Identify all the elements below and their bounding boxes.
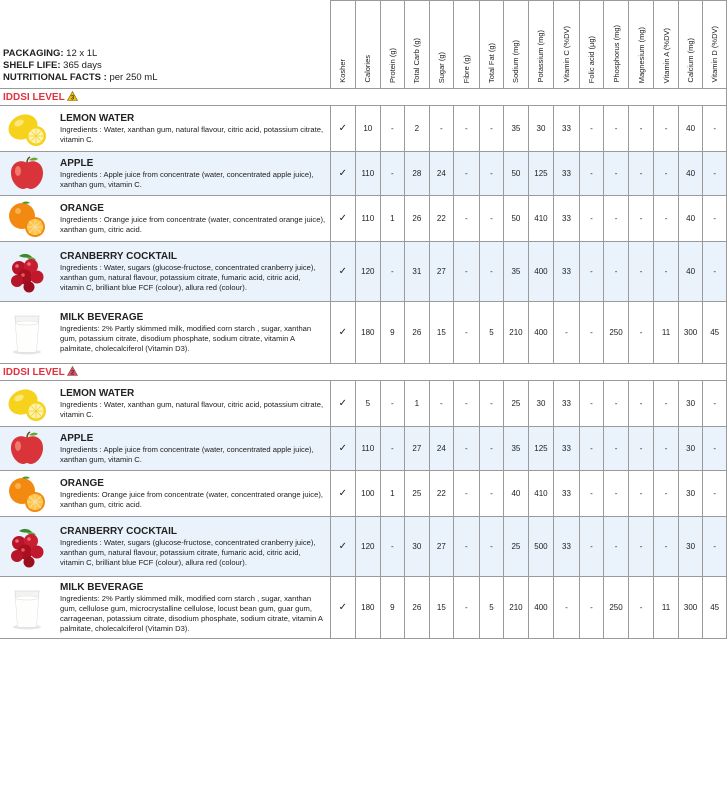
product-cell bbox=[0, 381, 330, 427]
product-cell bbox=[0, 106, 330, 152]
nutrient-value: - bbox=[654, 106, 679, 152]
nutrient-value: - bbox=[604, 196, 629, 242]
nutrient-value: 24 bbox=[429, 152, 454, 196]
column-header-label: Protein (g) bbox=[387, 47, 397, 83]
product-ingredients: Ingredients : Water, xanthan gum, natural flavour, citric acid, potassium citrate, vitamin C. bbox=[60, 124, 324, 144]
table-row bbox=[0, 152, 727, 196]
nutrient-value: 30 bbox=[678, 427, 703, 471]
nutrient-value: 27 bbox=[429, 242, 454, 302]
nutrient-value: - bbox=[554, 577, 580, 639]
product-name: LEMON WATER bbox=[60, 387, 135, 399]
nutrient-value: 30 bbox=[405, 517, 430, 577]
nutrient-value: 5 bbox=[479, 302, 504, 364]
table-row bbox=[0, 106, 727, 152]
column-header bbox=[429, 1, 454, 89]
column-header-label: Fibre (g) bbox=[461, 54, 471, 83]
column-header-label: Vitamin C (%DV) bbox=[561, 26, 571, 83]
nutrient-value: - bbox=[454, 381, 480, 427]
shelf-life-label: SHELF LIFE: bbox=[3, 60, 61, 71]
lemon-icon bbox=[0, 109, 54, 149]
nutrient-value: 5 bbox=[356, 381, 381, 427]
packaging-value: 12 x 1L bbox=[66, 48, 98, 59]
nutrient-value: 300 bbox=[678, 577, 703, 639]
kosher-check: ✓ bbox=[330, 302, 356, 364]
nutrient-value: - bbox=[380, 242, 405, 302]
nutrient-value: - bbox=[554, 302, 580, 364]
nutrient-value: - bbox=[654, 517, 679, 577]
nutrient-value: - bbox=[604, 242, 629, 302]
nutrient-value: 40 bbox=[678, 242, 703, 302]
nutrient-value: 9 bbox=[380, 302, 405, 364]
nutrient-value: 33 bbox=[554, 242, 580, 302]
nutrient-value: 30 bbox=[678, 517, 703, 577]
product-ingredients: Ingredients : Water, sugars (glucose-fructose, concentrated cranberry juice), xanthan gum, natural flavour, potassium citrate, fumaric acid, citric acid, vitamin C, brilliant blue FCF (colour), allura red (colour). bbox=[60, 537, 316, 567]
nutrient-value: 24 bbox=[429, 427, 454, 471]
nutrient-value: - bbox=[454, 471, 480, 517]
nutrient-value: - bbox=[628, 577, 654, 639]
nutrient-value: 33 bbox=[554, 427, 580, 471]
nutrient-value: 26 bbox=[405, 302, 430, 364]
nutrient-value: - bbox=[429, 106, 454, 152]
column-header bbox=[528, 1, 554, 89]
nutrient-value: 400 bbox=[528, 302, 554, 364]
product-name: LEMON WATER bbox=[60, 112, 135, 124]
nutrient-value: - bbox=[628, 517, 654, 577]
nutrient-value: 500 bbox=[528, 517, 554, 577]
nutrient-value: 50 bbox=[504, 196, 529, 242]
table-row bbox=[0, 302, 727, 364]
nutrient-value: - bbox=[479, 152, 504, 196]
nutrient-value: - bbox=[628, 106, 654, 152]
kosher-check: ✓ bbox=[330, 577, 356, 639]
product-cell bbox=[0, 302, 330, 364]
nutrient-value: - bbox=[628, 196, 654, 242]
product-name: APPLE bbox=[60, 157, 94, 169]
nutrient-value: 1 bbox=[380, 196, 405, 242]
nutrient-value: 33 bbox=[554, 471, 580, 517]
column-header bbox=[604, 1, 629, 89]
nutrient-value: 35 bbox=[504, 106, 529, 152]
product-cell bbox=[0, 242, 330, 302]
nutrient-value: - bbox=[604, 381, 629, 427]
nutrient-value: 210 bbox=[504, 577, 529, 639]
table-row bbox=[0, 427, 727, 471]
nutrient-value: 110 bbox=[356, 427, 381, 471]
nutrient-value: 125 bbox=[528, 152, 554, 196]
column-header bbox=[356, 1, 381, 89]
product-ingredients: Ingredients : Water, sugars (glucose-fructose, concentrated cranberry juice), xanthan gum, natural flavour, potassium citrate, fumaric acid, citric acid, vitamin C, brilliant blue FCF (colour), allura red (colour). bbox=[60, 262, 316, 292]
nutrient-value: - bbox=[703, 196, 727, 242]
iddsi-level-label bbox=[0, 364, 727, 381]
nutrient-value: 50 bbox=[504, 152, 529, 196]
nutrient-value: 30 bbox=[678, 471, 703, 517]
column-header bbox=[454, 1, 480, 89]
iddsi-level-row bbox=[0, 89, 727, 106]
product-name: CRANBERRY COCKTAIL bbox=[60, 250, 178, 262]
table-row bbox=[0, 577, 727, 639]
nutrient-value: - bbox=[604, 471, 629, 517]
nutrient-value: 5 bbox=[479, 577, 504, 639]
kosher-check: ✓ bbox=[330, 196, 356, 242]
nutrient-value: 26 bbox=[405, 577, 430, 639]
apple-icon bbox=[0, 429, 54, 469]
kosher-check: ✓ bbox=[330, 471, 356, 517]
kosher-check: ✓ bbox=[330, 517, 356, 577]
milk-glass-icon bbox=[0, 310, 54, 356]
shelf-life-value: 365 days bbox=[63, 60, 102, 71]
nutrient-value: 33 bbox=[554, 381, 580, 427]
nutrient-value: - bbox=[454, 196, 480, 242]
nutrient-value: - bbox=[429, 381, 454, 427]
nutrient-value: 410 bbox=[528, 196, 554, 242]
nutrient-value: 120 bbox=[356, 517, 381, 577]
orange-icon bbox=[0, 474, 54, 514]
column-header-label: Magnesium (mg) bbox=[636, 26, 646, 83]
nutrient-value: - bbox=[579, 302, 604, 364]
nutrient-value: - bbox=[579, 577, 604, 639]
nutrient-value: 40 bbox=[504, 471, 529, 517]
nutrient-value: 11 bbox=[654, 577, 679, 639]
nutrient-value: - bbox=[380, 427, 405, 471]
nutrient-value: - bbox=[604, 517, 629, 577]
nutrient-value: - bbox=[703, 427, 727, 471]
nutrient-value: 250 bbox=[604, 577, 629, 639]
nutrient-value: - bbox=[479, 471, 504, 517]
nutrient-value: - bbox=[479, 381, 504, 427]
column-header bbox=[703, 1, 727, 89]
nutrient-value: - bbox=[654, 381, 679, 427]
iddsi-level-row bbox=[0, 364, 727, 381]
nutrient-value: - bbox=[454, 517, 480, 577]
nutrient-value: - bbox=[579, 242, 604, 302]
nutrient-value: 15 bbox=[429, 577, 454, 639]
nutrient-value: 28 bbox=[405, 152, 430, 196]
nutrient-value: 30 bbox=[678, 381, 703, 427]
nutrient-value: - bbox=[604, 427, 629, 471]
product-cell bbox=[0, 577, 330, 639]
nutrient-value: 120 bbox=[356, 242, 381, 302]
nutrient-value: 400 bbox=[528, 577, 554, 639]
product-cell bbox=[0, 152, 330, 196]
nutrient-value: 410 bbox=[528, 471, 554, 517]
nutrient-value: - bbox=[628, 471, 654, 517]
nutrient-value: - bbox=[579, 196, 604, 242]
iddsi-level-label bbox=[0, 89, 727, 106]
iddsi-level-badge bbox=[65, 367, 78, 378]
kosher-check: ✓ bbox=[330, 152, 356, 196]
product-ingredients: Ingredients : Apple juice from concentrate (water, concentrated apple juice), xanthan gum, vitamin C. bbox=[60, 169, 314, 189]
nutrient-value: - bbox=[454, 427, 480, 471]
column-header-label: Kosher bbox=[338, 59, 348, 83]
product-cell bbox=[0, 427, 330, 471]
nutrient-value: - bbox=[703, 517, 727, 577]
header-row bbox=[0, 1, 727, 89]
orange-icon bbox=[0, 199, 54, 239]
nutrient-value: 26 bbox=[405, 196, 430, 242]
nutrient-value: 40 bbox=[678, 196, 703, 242]
column-header bbox=[654, 1, 679, 89]
nutrient-value: 22 bbox=[429, 196, 454, 242]
nutrient-value: 15 bbox=[429, 302, 454, 364]
nutrient-value: - bbox=[703, 471, 727, 517]
nutrient-value: 2 bbox=[405, 106, 430, 152]
nutrient-value: - bbox=[628, 242, 654, 302]
nutrient-value: - bbox=[454, 302, 480, 364]
cranberry-icon bbox=[0, 525, 54, 569]
nutrient-value: 125 bbox=[528, 427, 554, 471]
product-name: CRANBERRY COCKTAIL bbox=[60, 525, 178, 537]
column-header-label: Calories bbox=[363, 55, 373, 83]
nutrient-value: 27 bbox=[405, 427, 430, 471]
nutrient-value: - bbox=[479, 196, 504, 242]
product-name: ORANGE bbox=[60, 202, 104, 214]
nutrient-value: 180 bbox=[356, 577, 381, 639]
product-name: ORANGE bbox=[60, 477, 104, 489]
product-info bbox=[0, 1, 330, 89]
nutrient-value: - bbox=[628, 152, 654, 196]
nutrient-value: - bbox=[479, 242, 504, 302]
table-row bbox=[0, 381, 727, 427]
nutrient-value: 31 bbox=[405, 242, 430, 302]
nutrient-value: 35 bbox=[504, 427, 529, 471]
nutrient-value: - bbox=[380, 106, 405, 152]
nutrient-value: - bbox=[628, 302, 654, 364]
column-header-label: Vitamin D (%DV) bbox=[710, 26, 720, 83]
nutrient-value: - bbox=[380, 152, 405, 196]
nutrition-label: NUTRITIONAL FACTS : bbox=[3, 72, 107, 83]
nutrient-value: 25 bbox=[504, 381, 529, 427]
column-header-label: Total Carb (g) bbox=[412, 37, 422, 83]
product-ingredients: Ingredients: Orange juice from concentrate (water, concentrated orange juice), xanthan gum, citric acid. bbox=[60, 489, 323, 509]
nutrient-value: 22 bbox=[429, 471, 454, 517]
kosher-check: ✓ bbox=[330, 427, 356, 471]
nutrient-value: - bbox=[579, 152, 604, 196]
nutrient-value: - bbox=[380, 381, 405, 427]
nutrient-value: - bbox=[604, 106, 629, 152]
nutrient-value: 110 bbox=[356, 152, 381, 196]
nutrient-value: - bbox=[380, 517, 405, 577]
nutrient-value: 250 bbox=[604, 302, 629, 364]
nutrient-value: 33 bbox=[554, 196, 580, 242]
nutrient-value: - bbox=[479, 427, 504, 471]
packaging-label: PACKAGING: bbox=[3, 48, 64, 59]
table-row bbox=[0, 242, 727, 302]
nutrient-value: 33 bbox=[554, 152, 580, 196]
kosher-check: ✓ bbox=[330, 106, 356, 152]
nutrient-value: - bbox=[454, 152, 480, 196]
nutrient-value: - bbox=[579, 471, 604, 517]
nutrient-value: - bbox=[479, 106, 504, 152]
nutrient-value: 1 bbox=[405, 381, 430, 427]
nutrient-value: 30 bbox=[528, 381, 554, 427]
product-cell bbox=[0, 471, 330, 517]
product-name: APPLE bbox=[60, 432, 94, 444]
column-header bbox=[628, 1, 654, 89]
nutrient-value: 33 bbox=[554, 517, 580, 577]
nutrient-value: - bbox=[579, 381, 604, 427]
product-ingredients: Ingredients : Water, xanthan gum, natural flavour, citric acid, potassium citrate, vitamin C. bbox=[60, 399, 324, 419]
nutrient-value: - bbox=[454, 106, 480, 152]
product-cell bbox=[0, 196, 330, 242]
iddsi-level-badge bbox=[65, 92, 78, 103]
column-header bbox=[579, 1, 604, 89]
nutrient-value: 210 bbox=[504, 302, 529, 364]
column-header bbox=[678, 1, 703, 89]
nutrient-value: - bbox=[454, 242, 480, 302]
product-ingredients: Ingredients : Orange juice from concentrate (water, concentrated orange juice), xanthan gum, citric acid. bbox=[60, 214, 326, 234]
table-row bbox=[0, 517, 727, 577]
svg-text:3: 3 bbox=[70, 95, 74, 101]
column-header-label: Phosphorus (mg) bbox=[611, 25, 621, 83]
nutrient-value: - bbox=[703, 381, 727, 427]
nutrient-value: - bbox=[579, 517, 604, 577]
kosher-check: ✓ bbox=[330, 381, 356, 427]
iddsi-level-text: IDDSI LEVEL bbox=[3, 92, 65, 103]
nutrient-value: 45 bbox=[703, 577, 727, 639]
product-ingredients: Ingredients: 2% Partly skimmed milk, modified corn starch , sugar, xanthan gum, potassium citrate, disodium phosphate, sodium citrate, vitamin A palmitate, cholecalciferol (Vitamin D3). bbox=[60, 323, 312, 353]
iddsi-level-text: IDDSI LEVEL bbox=[3, 367, 65, 378]
product-ingredients: Ingredients : Apple juice from concentrate (water, concentrated apple juice), xanthan gum, vitamin C. bbox=[60, 444, 314, 464]
nutrient-value: - bbox=[654, 196, 679, 242]
column-header bbox=[405, 1, 430, 89]
nutrient-value: - bbox=[654, 242, 679, 302]
column-header bbox=[554, 1, 580, 89]
nutrient-value: 40 bbox=[678, 152, 703, 196]
nutrient-value: 180 bbox=[356, 302, 381, 364]
nutrient-value: - bbox=[703, 152, 727, 196]
nutrient-value: 40 bbox=[678, 106, 703, 152]
nutrient-value: 10 bbox=[356, 106, 381, 152]
nutrient-value: 1 bbox=[380, 471, 405, 517]
nutrient-value: 11 bbox=[654, 302, 679, 364]
table-row bbox=[0, 471, 727, 517]
svg-text:2: 2 bbox=[70, 370, 74, 376]
nutrient-value: 27 bbox=[429, 517, 454, 577]
product-name: MILK BEVERAGE bbox=[60, 311, 144, 323]
nutrient-value: - bbox=[579, 427, 604, 471]
nutrient-value: 9 bbox=[380, 577, 405, 639]
lemon-icon bbox=[0, 384, 54, 424]
milk-glass-icon bbox=[0, 585, 54, 631]
nutrient-value: 110 bbox=[356, 196, 381, 242]
kosher-check: ✓ bbox=[330, 242, 356, 302]
product-name: MILK BEVERAGE bbox=[60, 581, 144, 593]
apple-icon bbox=[0, 154, 54, 194]
nutrient-value: 300 bbox=[678, 302, 703, 364]
column-header-label: Sodium (mg) bbox=[511, 40, 521, 83]
nutrient-value: - bbox=[703, 242, 727, 302]
product-cell bbox=[0, 517, 330, 577]
nutrient-value: - bbox=[479, 517, 504, 577]
column-header-label: Potassium (mg) bbox=[536, 30, 546, 83]
nutrient-value: - bbox=[654, 427, 679, 471]
product-ingredients: Ingredients: 2% Partly skimmed milk, modified corn starch , sugar, xanthan gum, cellulose gum, microcrystalline cellulose, locust bean gum, guar gum, carrageenan, potassium citrate, disodium phosphate, sodium citrate, vitamin A palmitate, cholecalciferol (Vitamin D3). bbox=[60, 593, 323, 633]
nutrient-value: - bbox=[579, 106, 604, 152]
nutrient-value: - bbox=[628, 427, 654, 471]
nutrient-value: 400 bbox=[528, 242, 554, 302]
nutrient-value: 45 bbox=[703, 302, 727, 364]
column-header-label: Total Fat (g) bbox=[486, 42, 496, 83]
column-header bbox=[479, 1, 504, 89]
nutrient-value: - bbox=[454, 577, 480, 639]
nutrient-value: 25 bbox=[504, 517, 529, 577]
table-row bbox=[0, 196, 727, 242]
column-header bbox=[504, 1, 529, 89]
nutrient-value: 35 bbox=[504, 242, 529, 302]
column-header-label: Sugar (g) bbox=[436, 51, 446, 83]
nutrient-value: 33 bbox=[554, 106, 580, 152]
nutrient-value: - bbox=[654, 471, 679, 517]
nutrient-value: - bbox=[604, 152, 629, 196]
column-header bbox=[380, 1, 405, 89]
nutrient-value: 25 bbox=[405, 471, 430, 517]
nutrient-value: 30 bbox=[528, 106, 554, 152]
nutrition-value: per 250 mL bbox=[109, 72, 158, 83]
nutrient-value: 100 bbox=[356, 471, 381, 517]
nutrient-value: - bbox=[703, 106, 727, 152]
column-header-label: Folic acid (µg) bbox=[587, 35, 596, 83]
cranberry-icon bbox=[0, 250, 54, 294]
column-header bbox=[330, 1, 356, 89]
nutrient-value: - bbox=[628, 381, 654, 427]
nutrient-value: - bbox=[654, 152, 679, 196]
column-header-label: Calcium (mg) bbox=[686, 38, 696, 83]
column-header-label: Vitamin A (%DV) bbox=[661, 27, 671, 83]
